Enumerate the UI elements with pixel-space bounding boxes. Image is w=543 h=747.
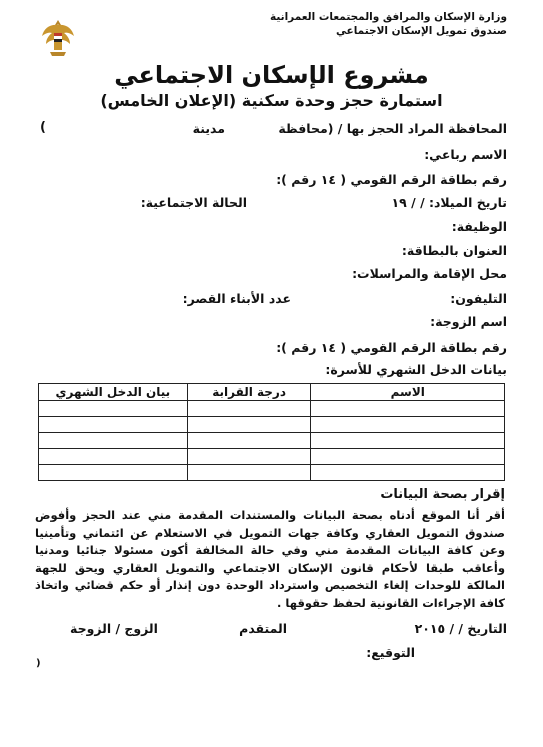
column-header-relation: درجة القرابة [187, 384, 311, 401]
table-cell [311, 417, 505, 433]
signature-label: التوقيع: [366, 645, 415, 660]
ministry-header [207, 10, 507, 38]
governorate-label: المحافظة المراد الحجز بها / (محافظة [278, 121, 507, 136]
table-cell [187, 417, 311, 433]
table-cell [39, 433, 188, 449]
table-row [39, 465, 505, 481]
table-row [39, 449, 505, 465]
spouse-signature-label: الزوج / الزوجة [70, 621, 158, 636]
city-label: مدينة [192, 121, 225, 136]
table-cell [311, 449, 505, 465]
table-row [39, 401, 505, 417]
table-cell [187, 465, 311, 481]
table-cell [39, 401, 188, 417]
spouse-name-label: اسم الزوجة: [430, 314, 507, 329]
national-id-label: رقم بطاقة الرقم القومي ( ١٤ رقم ): [276, 172, 507, 187]
column-header-name: الاسم [311, 384, 505, 401]
ministry-name: وزارة الإسكان والمرافق والمجتمعات العمرانية [269, 11, 507, 23]
table-cell [311, 465, 505, 481]
residence-label: محل الإقامة والمراسلات: [352, 266, 507, 281]
declaration-title: إقرار بصحة البيانات [380, 487, 505, 502]
table-cell [187, 433, 311, 449]
spouse-national-id-label: رقم بطاقة الرقم القومي ( ١٤ رقم ): [276, 340, 507, 355]
table-cell [187, 401, 311, 417]
marital-status-label: الحالة الاجتماعية: [140, 195, 247, 210]
fund-name: صندوق تمويل الإسكان الاجتماعي [335, 25, 507, 37]
address-card-label: العنوان بالبطاقة: [401, 243, 507, 258]
date-label: التاريخ / / ٢٠١٥ [414, 621, 507, 636]
family-income-label: بيانات الدخل الشهري للأسرة: [325, 362, 507, 377]
income-table-header [39, 384, 505, 401]
form-subtitle: استمارة حجز وحدة سكنية (الإعلان الخامس) [100, 91, 443, 110]
form-title: مشروع الإسكان الاجتماعي [114, 61, 429, 89]
table-cell [187, 449, 311, 465]
table-cell [39, 417, 188, 433]
table-row [39, 433, 505, 449]
eagle-emblem-icon [40, 16, 76, 60]
birth-date-label: تاريخ الميلاد: / / ١٩ [391, 195, 507, 210]
column-header-income: بيان الدخل الشهري [39, 384, 188, 401]
minor-children-label: عدد الأبناء القصر: [182, 291, 291, 306]
table-cell [311, 433, 505, 449]
table-cell [39, 465, 188, 481]
table-row [39, 417, 505, 433]
job-label: الوظيفة: [451, 219, 507, 234]
income-table [38, 383, 505, 481]
table-cell [311, 401, 505, 417]
phone-label: التليفون: [450, 291, 507, 306]
applicant-label: المتقدم [239, 621, 287, 636]
name-label: الاسم رباعي: [424, 147, 507, 162]
declaration-text: أقر أنا الموقع أدناه بصحة البيانات والمستندات المقدمة مني عند الحجز وأفوض صندوق التمويل العقاري وكافة جهات التمويل في الاستعلام عن ائتماني وتأمينيا وعن كافة البيانات المقدمة مني وفي حالة المخالفة أكون مسئولا جنائيا ومدنيا وأعاقب طبقا لأحكام قانون الإسكان الاجتماعي والتمويل العقاري ويحق للجهة المالكة للوحدات إلغاء التخصيص واسترداد الوحدة دون إنذار أو حكم قضائي واتخاذ كافة الإجراءات القانونية لحفظ حقوقها . [35, 508, 505, 610]
closing-paren: ) [40, 120, 46, 135]
opening-paren: ( [36, 658, 41, 669]
table-cell [39, 449, 188, 465]
